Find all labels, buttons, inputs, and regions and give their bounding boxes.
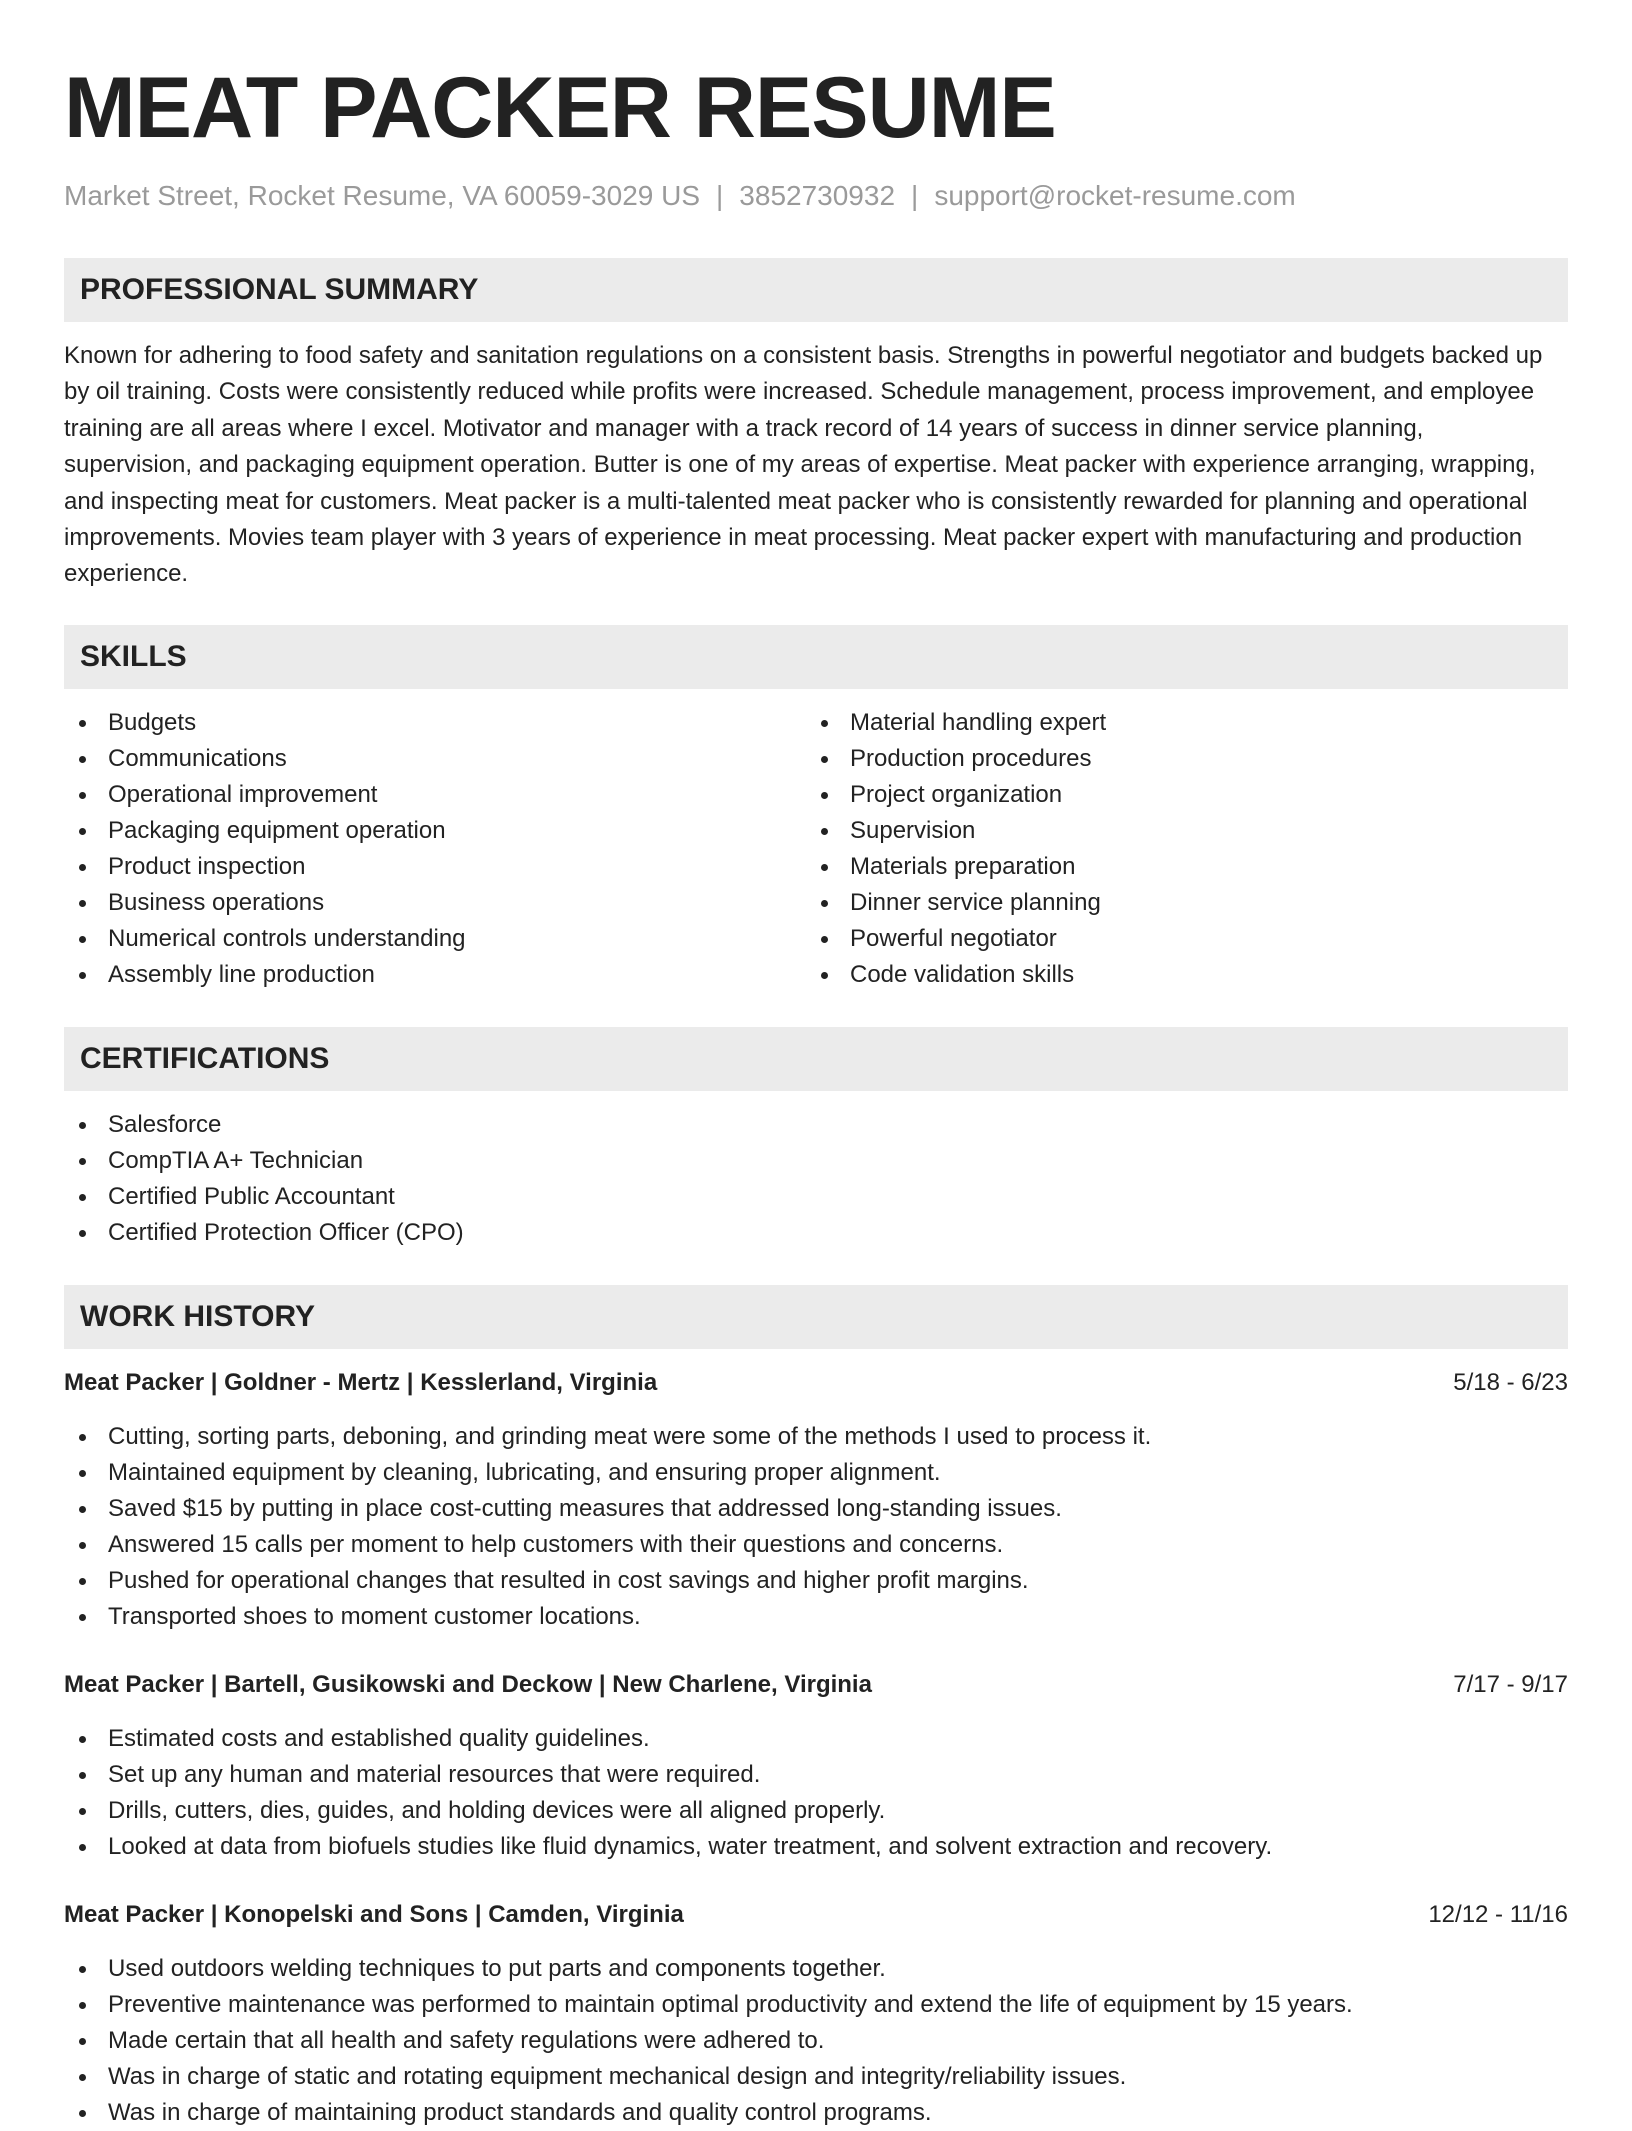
certification-item: CompTIA A+ Technician (64, 1143, 1568, 1179)
job-header (64, 1667, 1568, 1703)
skill-item: Operational improvement (64, 777, 806, 813)
job-entry (64, 1897, 1568, 2131)
certification-item: Certified Protection Officer (CPO) (64, 1215, 1568, 1251)
job-dates: 12/12 - 11/16 (1428, 1900, 1568, 1928)
job-bullet: Maintained equipment by cleaning, lubricating, and ensuring proper alignment. (64, 1455, 1568, 1491)
job-bullet: Transported shoes to moment customer locations. (64, 1599, 1568, 1635)
skill-item: Budgets (64, 705, 806, 741)
job-bullet: Preventive maintenance was performed to maintain optimal productivity and extend the life of equipment by 15 years. (64, 1987, 1568, 2023)
job-bullet: Saved $15 by putting in place cost-cutting measures that addressed long-standing issues. (64, 1491, 1568, 1527)
contact-email: support@rocket-resume.com (934, 180, 1296, 211)
contact-address: Market Street, Rocket Resume, VA 60059-3029 US (64, 180, 701, 211)
skill-item: Code validation skills (806, 957, 1548, 993)
job-bullet: Cutting, sorting parts, deboning, and grinding meat were some of the methods I used to process it. (64, 1419, 1568, 1455)
skill-item: Assembly line production (64, 957, 806, 993)
job-bullet: Answered 15 calls per moment to help customers with their questions and concerns. (64, 1527, 1568, 1563)
job-bullet: Set up any human and material resources that were required. (64, 1757, 1568, 1793)
certifications-list (64, 1107, 1568, 1251)
resume-title: MEAT PACKER RESUME (64, 60, 1056, 156)
job-bullet: Estimated costs and established quality guidelines. (64, 1721, 1568, 1757)
skill-item: Powerful negotiator (806, 921, 1548, 957)
certification-item: Salesforce (64, 1107, 1568, 1143)
job-bullet: Was in charge of static and rotating equipment mechanical design and integrity/reliability issues. (64, 2059, 1568, 2095)
job-title: Meat Packer | Bartell, Gusikowski and Deckow | New Charlene, Virginia (64, 1670, 872, 1698)
certification-item: Certified Public Accountant (64, 1179, 1568, 1215)
skills-list-left (64, 705, 806, 993)
job-bullet: Drills, cutters, dies, guides, and holding devices were all aligned properly. (64, 1793, 1568, 1829)
skill-item: Communications (64, 741, 806, 777)
skill-item: Supervision (806, 813, 1548, 849)
job-bullet: Looked at data from biofuels studies like fluid dynamics, water treatment, and solvent extraction and recovery. (64, 1829, 1568, 1865)
contact-line (64, 178, 1568, 214)
job-bullets (64, 1419, 1568, 1635)
job-title: Meat Packer | Konopelski and Sons | Camden, Virginia (64, 1900, 684, 1928)
skill-item: Product inspection (64, 849, 806, 885)
contact-phone: 3852730932 (739, 180, 896, 211)
job-header (64, 1897, 1568, 1933)
skill-item: Materials preparation (806, 849, 1548, 885)
job-entry (64, 1667, 1568, 1865)
job-dates: 7/17 - 9/17 (1453, 1670, 1568, 1698)
skill-item: Material handling expert (806, 705, 1548, 741)
skill-item: Business operations (64, 885, 806, 921)
job-bullet: Was in charge of maintaining product standards and quality control programs. (64, 2095, 1568, 2131)
job-bullet: Made certain that all health and safety regulations were adhered to. (64, 2023, 1568, 2059)
job-entry (64, 1365, 1568, 1635)
summary-text: Known for adhering to food safety and sanitation regulations on a consistent basis. Strengths in powerful negotiator and budgets backed up by oil training. Costs were consistently reduced while profits were increased. Schedule management, process improvement, and employee training are all areas where I excel. Motivator and manager with a track record of 14 years of success in dinner service planning, supervision, and packaging equipment operation. Butter is one of my areas of expertise. Meat packer with experience arranging, wrapping, and inspecting meat for customers. Meat packer is a multi-talented meat packer who is consistently rewarded for planning and operational improvements. Movies team player with 3 years of experience in meat processing. Meat packer expert with manufacturing and production experience. (64, 342, 1543, 588)
skills-columns (64, 705, 1568, 993)
job-bullet: Used outdoors welding techniques to put parts and components together. (64, 1951, 1568, 1987)
job-header (64, 1365, 1568, 1401)
skill-item: Project organization (806, 777, 1548, 813)
job-dates: 5/18 - 6/23 (1453, 1368, 1568, 1396)
skill-item: Dinner service planning (806, 885, 1548, 921)
skills-list-right (806, 705, 1548, 993)
job-bullets (64, 1951, 1568, 2131)
skill-item: Packaging equipment operation (64, 813, 806, 849)
section-header-work-history: WORK HISTORY (64, 1285, 1568, 1349)
job-title: Meat Packer | Goldner - Mertz | Kesslerland, Virginia (64, 1368, 658, 1396)
skill-item: Production procedures (806, 741, 1548, 777)
skill-item: Numerical controls understanding (64, 921, 806, 957)
job-bullets (64, 1721, 1568, 1865)
contact-separator: | (911, 180, 919, 211)
job-bullet: Pushed for operational changes that resulted in cost savings and higher profit margins. (64, 1563, 1568, 1599)
section-header-certifications: CERTIFICATIONS (64, 1027, 1568, 1091)
section-header-skills: SKILLS (64, 625, 1568, 689)
contact-separator: | (716, 180, 724, 211)
section-header-summary: PROFESSIONAL SUMMARY (64, 258, 1568, 322)
